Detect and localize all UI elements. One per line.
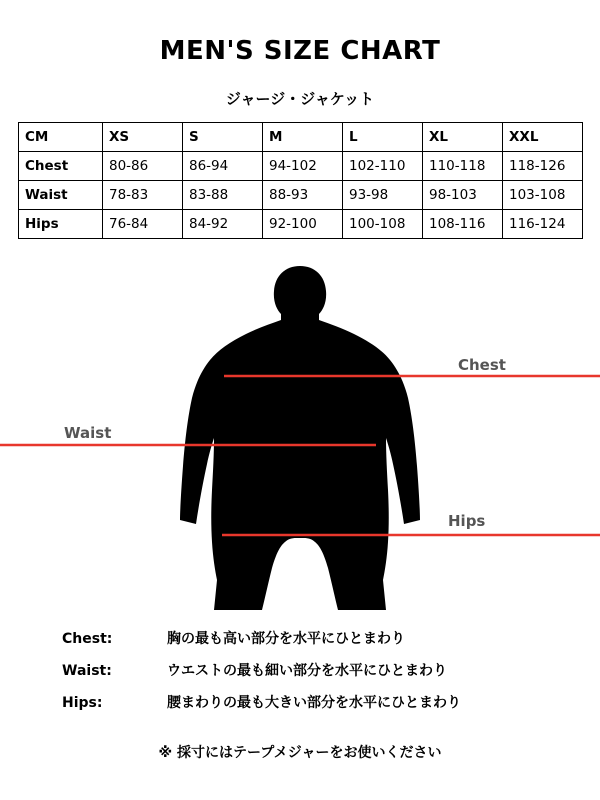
table-header-cell: L [343,123,423,152]
cell-hips-xs: 76-84 [103,210,183,239]
cell-chest-xxl: 118-126 [503,152,583,181]
table-header-cell: XXL [503,123,583,152]
cell-chest-xs: 80-86 [103,152,183,181]
footer-note: ※ 採寸にはテープメジャーをお使いください [158,745,442,761]
page-title: MEN'S SIZE CHART [159,36,441,66]
table-row [19,181,583,210]
note-row-hips [0,692,600,712]
cell-hips-m: 92-100 [263,210,343,239]
cell-hips-l: 100-108 [343,210,423,239]
waist-measure-label: Waist [64,424,112,442]
cell-chest-s: 86-94 [183,152,263,181]
male-torso-silhouette [180,266,420,610]
size-chart-table [18,122,583,239]
table-row [19,210,583,239]
hips-measure-label: Hips [448,512,486,530]
row-label-chest: Chest [19,152,103,181]
row-label-hips: Hips [19,210,103,239]
note-text-hips: 腰まわりの最も大きい部分を水平にひとまわり [167,695,461,711]
cell-hips-xxl: 116-124 [503,210,583,239]
page-subtitle: ジャージ・ジャケット [225,90,375,108]
note-label-chest: Chest: [62,631,113,647]
row-label-waist: Waist [19,181,103,210]
note-text-chest: 胸の最も高い部分を水平にひとまわり [167,631,405,647]
cell-waist-xxl: 103-108 [503,181,583,210]
cell-hips-s: 84-92 [183,210,263,239]
cell-chest-xl: 110-118 [423,152,503,181]
cell-chest-m: 94-102 [263,152,343,181]
table-header-cell: S [183,123,263,152]
cell-hips-xl: 108-116 [423,210,503,239]
cell-waist-xs: 78-83 [103,181,183,210]
cell-waist-l: 93-98 [343,181,423,210]
note-text-waist: ウエストの最も細い部分を水平にひとまわり [167,663,447,679]
chest-measure-label: Chest [458,356,506,374]
body-figure [0,258,600,618]
measurement-notes [0,628,600,724]
table-header-cell: CM [19,123,103,152]
table-header-cell: M [263,123,343,152]
table-header-cell: XS [103,123,183,152]
cell-chest-l: 102-110 [343,152,423,181]
table-header-cell: XL [423,123,503,152]
note-row-chest [0,628,600,648]
table-row [19,152,583,181]
cell-waist-m: 88-93 [263,181,343,210]
cell-waist-xl: 98-103 [423,181,503,210]
table-header-row [19,123,583,152]
cell-waist-s: 83-88 [183,181,263,210]
note-row-waist [0,660,600,680]
note-label-waist: Waist: [62,663,112,679]
note-label-hips: Hips: [62,695,103,711]
